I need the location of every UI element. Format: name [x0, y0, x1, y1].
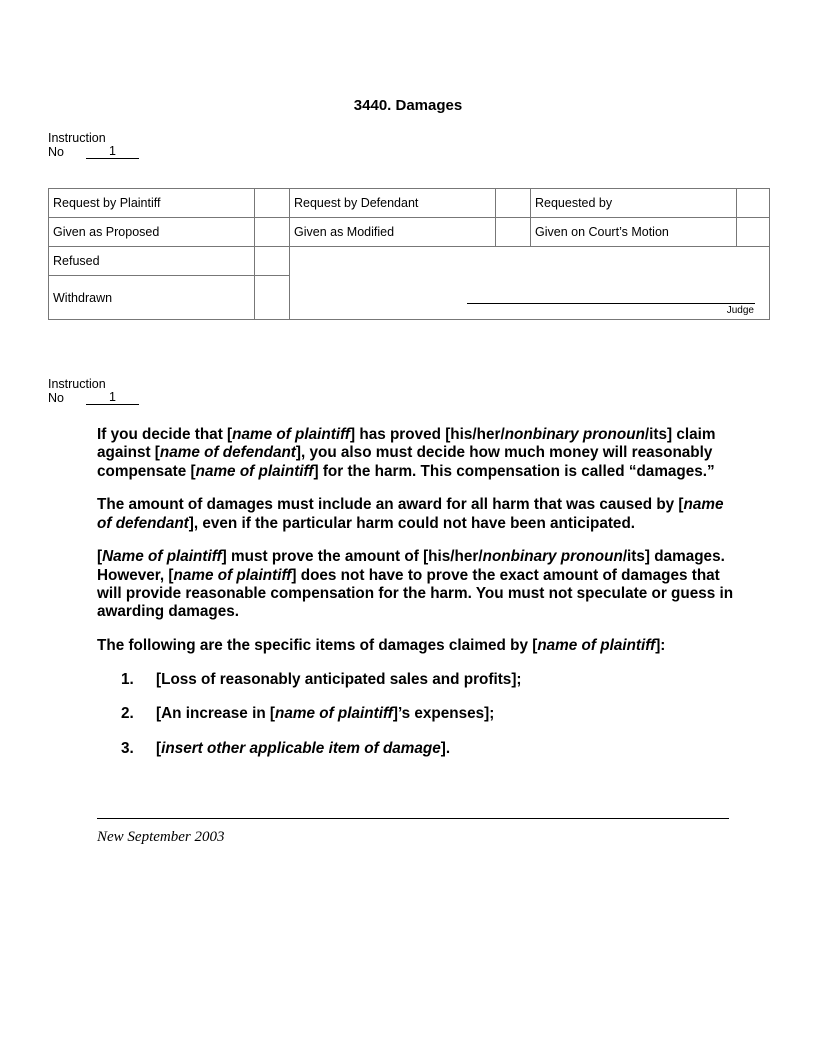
footer-date: New September 2003	[97, 829, 225, 845]
instruction-no-value: 1	[86, 145, 139, 159]
instruction-body	[97, 426, 737, 774]
instruction-no-label: No	[48, 145, 64, 159]
refused-label: Refused	[49, 247, 255, 276]
paragraph-2: The amount of damages must include an award for all harm that was caused by [name of defendant], even if the particular harm could not have been anticipated.	[97, 496, 724, 532]
list-item-text: [insert other applicable item of damage].	[156, 739, 451, 757]
instruction-label: Instruction	[48, 377, 106, 391]
request-by-plaintiff-checkbox[interactable]	[255, 189, 290, 218]
list-number: 1.	[121, 670, 134, 688]
request-table	[48, 188, 770, 320]
given-as-proposed-label: Given as Proposed	[49, 218, 255, 247]
instruction-label: Instruction	[48, 131, 106, 145]
requested-by-label: Requested by	[531, 189, 737, 218]
page-title: 3440. Damages	[353, 97, 463, 114]
given-on-courts-motion-label: Given on Court’s Motion	[531, 218, 737, 247]
damage-item-2	[97, 705, 737, 723]
list-number: 2.	[121, 705, 134, 723]
paragraph-4: The following are the specific items of damages claimed by [name of plaintiff]:	[97, 637, 666, 655]
request-by-defendant-checkbox[interactable]	[496, 189, 531, 218]
given-as-proposed-checkbox[interactable]	[255, 218, 290, 247]
request-by-defendant-label: Request by Defendant	[290, 189, 496, 218]
judge-signature-line[interactable]	[467, 303, 755, 304]
judge-label: Judge	[726, 305, 754, 316]
damage-item-1	[97, 671, 737, 689]
withdrawn-label: Withdrawn	[49, 276, 255, 320]
instruction-number-block-bottom	[48, 377, 139, 405]
list-number: 3.	[121, 739, 134, 757]
list-item-text: [An increase in [name of plaintiff]’s expenses];	[156, 705, 495, 723]
instruction-number-block-top	[48, 131, 139, 159]
request-by-plaintiff-label: Request by Plaintiff	[49, 189, 255, 218]
given-as-modified-label: Given as Modified	[290, 218, 496, 247]
judge-signature-area	[290, 247, 770, 320]
paragraph-3: [Name of plaintiff] must prove the amount of [his/her/nonbinary pronoun/its] damages. However, [name of plaintiff] does not have to prove the exact amount of damages that will provide reasonable compensation for the harm. You must not speculate or guess in awarding damages.	[97, 548, 734, 621]
given-on-courts-motion-checkbox[interactable]	[737, 218, 770, 247]
instruction-no-value: 1	[86, 391, 139, 405]
list-item-text: [Loss of reasonably anticipated sales and profits];	[156, 670, 522, 688]
instruction-no-label: No	[48, 391, 64, 405]
withdrawn-checkbox[interactable]	[255, 276, 290, 320]
refused-checkbox[interactable]	[255, 247, 290, 276]
footer-divider	[97, 818, 729, 819]
paragraph-1: If you decide that [name of plaintiff] has proved [his/her/nonbinary pronoun/its] claim against [name of defendant], you also must decide how much money will reasonably compensate [name of plaintiff] for the harm. This compensation is called “damages.”	[97, 426, 716, 480]
damage-item-3	[97, 740, 737, 758]
requested-by-checkbox[interactable]	[737, 189, 770, 218]
given-as-modified-checkbox[interactable]	[496, 218, 531, 247]
